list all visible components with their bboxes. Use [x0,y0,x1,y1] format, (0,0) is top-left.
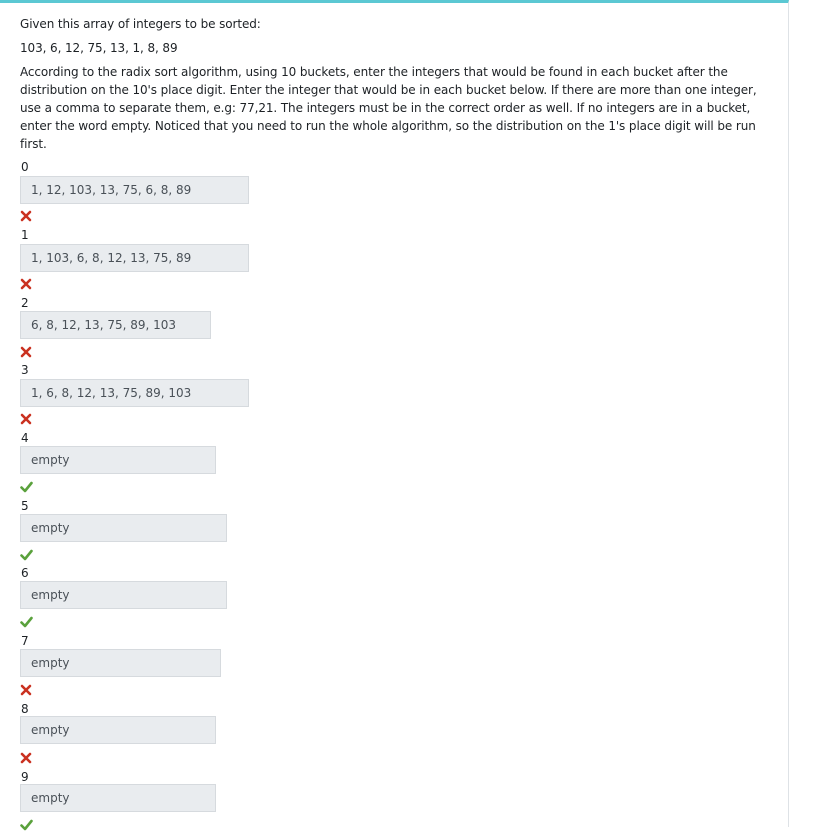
incorrect-icon [20,346,34,360]
bucket-8-answer-field[interactable]: empty [20,716,216,744]
bucket-1-answer-field[interactable]: 1, 103, 6, 8, 12, 13, 75, 89 [20,244,249,272]
bucket-label: 8 [21,702,29,716]
bucket-2-answer-field[interactable]: 6, 8, 12, 13, 75, 89, 103 [20,311,211,339]
bucket-label: 2 [21,296,29,310]
question-array: 103, 6, 12, 75, 13, 1, 8, 89 [20,41,178,55]
bucket-label: 1 [21,228,29,242]
question-intro: Given this array of integers to be sorted: [20,17,261,31]
bucket-0-answer-field[interactable]: 1, 12, 103, 13, 75, 6, 8, 89 [20,176,249,204]
bucket-3-answer-field[interactable]: 1, 6, 8, 12, 13, 75, 89, 103 [20,379,249,407]
correct-icon [20,819,34,833]
correct-icon [20,481,34,495]
bucket-label: 4 [21,431,29,445]
bucket-label: 5 [21,499,29,513]
bucket-6-answer-field[interactable]: empty [20,581,227,609]
incorrect-icon [20,752,34,766]
bucket-label: 7 [21,634,29,648]
incorrect-icon [20,210,34,224]
incorrect-icon [20,278,34,292]
correct-icon [20,549,34,563]
correct-icon [20,616,34,630]
bucket-label: 0 [21,160,29,174]
bucket-4-answer-field[interactable]: empty [20,446,216,474]
incorrect-icon [20,413,34,427]
bucket-label: 3 [21,363,29,377]
bucket-9-answer-field[interactable]: empty [20,784,216,812]
bucket-5-answer-field[interactable]: empty [20,514,227,542]
bucket-7-answer-field[interactable]: empty [20,649,221,677]
bucket-label: 9 [21,770,29,784]
question-instructions: According to the radix sort algorithm, using 10 buckets, enter the integers that would be found in each bucket after the distribution on the 10's place digit. Enter the integer that would be in each bucket below. If there are more than one integer, use a comma to separate them, e.g: 77,21. The integers must be in the correct order as well. If no integers are in a bucket, enter the word empty. Noticed that you need to run the whole algorithm, so the distribution on the 1's place digit will be run first. [20,65,757,151]
bucket-label: 6 [21,566,29,580]
incorrect-icon [20,684,34,698]
